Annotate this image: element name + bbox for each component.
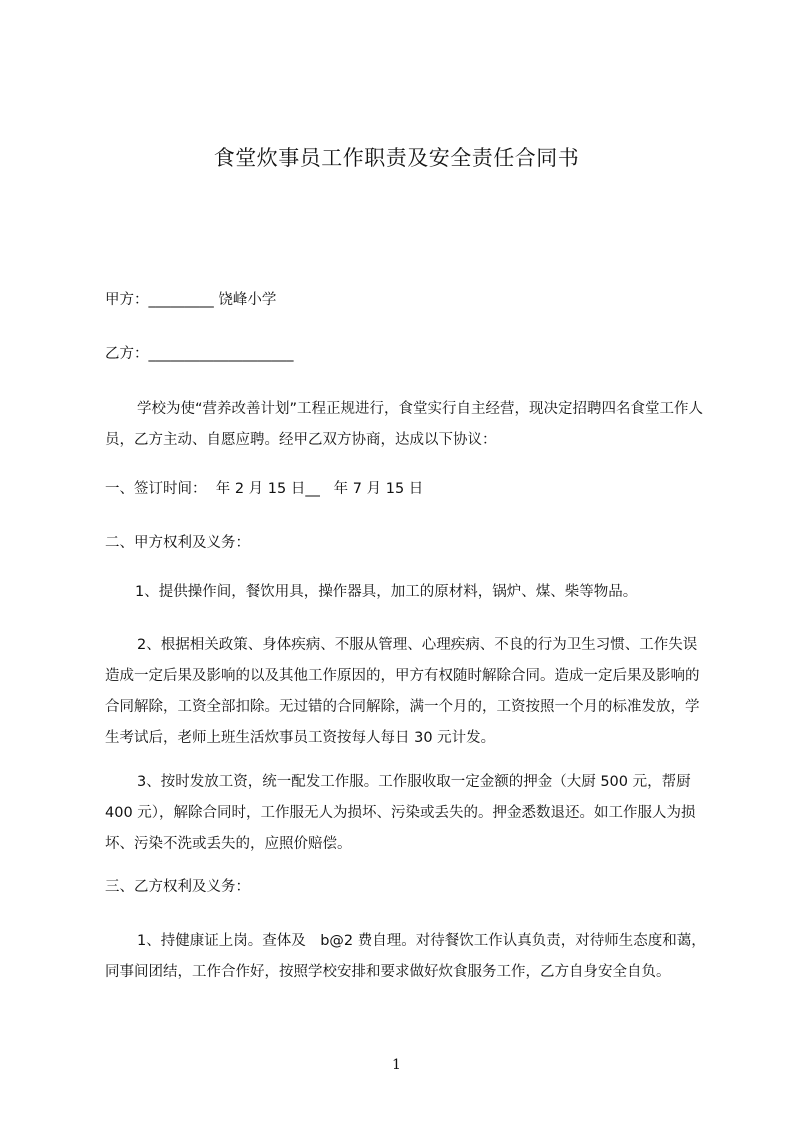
party-b-blank: ____________________ bbox=[148, 346, 294, 362]
page-number: 1 bbox=[392, 1057, 401, 1073]
section-2-item-1: 1、提供操作间，餐饮用具，操作器具，加工的原材料，锅炉、煤、柴等物品。 bbox=[135, 584, 638, 600]
party-b-label: 乙方： bbox=[105, 346, 149, 362]
party-a-label: 甲方： bbox=[105, 292, 149, 308]
section-1-from: 年 2 月 15 日__ bbox=[215, 481, 320, 497]
section-2-item-3: 3、按时发放工资，统一配发工作服。工作服收取一定金额的押金（大厨 500 元，帮厨 400 元），解除合同时，工作服无人为损坏、污染或丢失的。押金悉数退还。如工作服人为损坏、污染不洗或丢失的，应照价赔偿。 bbox=[105, 774, 696, 852]
section-3-item-1: 1、持健康证上岗。查体及 b@2 费自理。对待餐饮工作认真负责，对待师生态度和蔼，同事间团结，工作合作好，按照学校安排和要求做好炊食服务工作，乙方自身安全自负。 bbox=[105, 933, 706, 980]
section-1-label: 一、签订时间： bbox=[105, 481, 207, 497]
party-b-line bbox=[105, 344, 294, 364]
party-a-name: 饶峰小学 bbox=[218, 292, 277, 308]
party-a-blank: _________ bbox=[148, 292, 214, 308]
party-a-line bbox=[105, 290, 276, 310]
section-2-item-2: 2、根据相关政策、身体疾病、不服从管理、心理疾病、不良的行为卫生习惯、工作失误造成一定后果及影响的以及其他工作原因的，甲方有权随时解除合同。造成一定后果及影响的合同解除，工资全部扣除。无过错的合同解除，满一个月的，工资按照一个月的标准发放，学生考试后，老师上班生活炊事员工资按每人每日 30 元计发。 bbox=[105, 637, 700, 746]
section-1-to: 年 7 月 15 日 bbox=[333, 481, 424, 497]
document-title: 食堂炊事员工作职责及安全责任合同书 bbox=[213, 146, 580, 170]
intro-paragraph bbox=[105, 394, 710, 456]
intro-text: 学校为使“营养改善计划”工程正规进行，食堂实行自主经营，现决定招聘四名食堂工作人员，乙方主动、自愿应聘。经甲乙双方协商，达成以下协议： bbox=[105, 401, 704, 448]
section-1-signing-time bbox=[105, 479, 423, 499]
section-3-heading: 三、乙方权利及义务： bbox=[105, 879, 250, 895]
section-2-heading: 二、甲方权利及义务： bbox=[105, 535, 250, 551]
